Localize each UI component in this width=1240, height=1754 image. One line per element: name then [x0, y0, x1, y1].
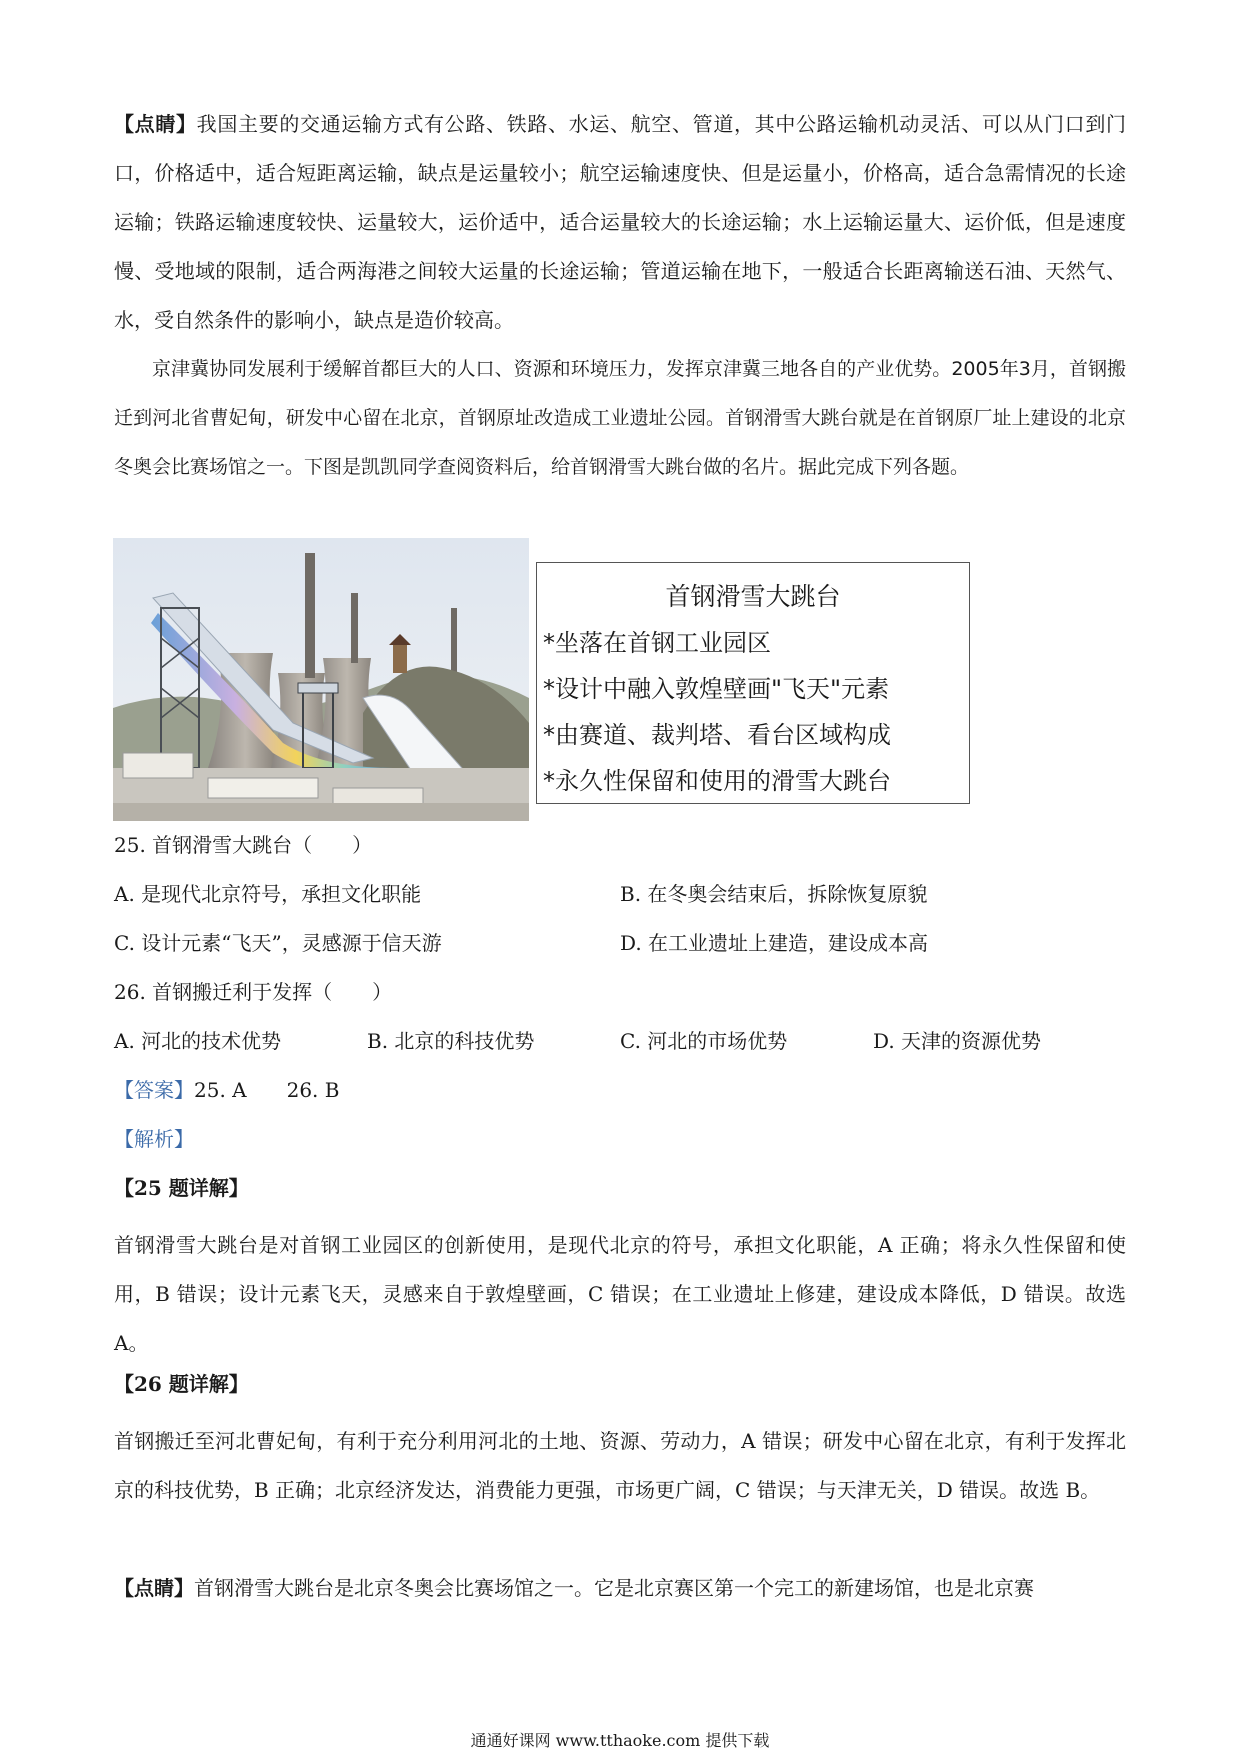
question-25-option-d: D. 在工业遗址上建造，建设成本高 — [620, 931, 929, 955]
analysis-label: 【解析】 — [114, 1127, 194, 1151]
answer-label: 【答案】 — [114, 1078, 194, 1102]
question-26-option-a: A. 河北的技术优势 — [114, 1029, 282, 1053]
tip-text: 我国主要的交通运输方式有公路、铁路、水运、航空、管道，其中公路运输机动灵活、可以从门口到门口，价格适中，适合短距离运输，缺点是运量较小；航空运输速度快、但是运量小，价格高，适合急需情况的长途运输；铁路运输速度较快、运量较大，运价适中，适合运量较大的长途运输；水上运输运量大、运价低，但是速度慢、受地域的限制，适合两海港之间较大运量的长途运输；管道运输在地下，一般适合长距离输送石油、天然气、水，受自然条件的影响小，缺点是造价较高。 — [114, 112, 1127, 332]
intro-paragraph: 京津冀协同发展利于缓解首都巨大的人口、资源和环境压力，发挥京津冀三地各自的产业优势。2005年3月，首钢搬迁到河北省曹妃甸，研发中心留在北京，首钢原址改造成工业遗址公园。首钢滑雪大跳台就是在首钢原厂址上建设的北京冬奥会比赛场馆之一。下图是凯凯同学查阅资料后，给首钢滑雪大跳台做的名片。据此完成下列各题。 — [114, 358, 1126, 478]
card-item-structure: *由赛道、裁判塔、看台区域构成 — [543, 721, 891, 749]
tip-2-label: 【点睛】 — [114, 1576, 194, 1600]
ski-jump-photo — [113, 538, 529, 821]
venue-name-card — [536, 562, 970, 804]
question-25-option-c: C. 设计元素“飞天”，灵感源于信天游 — [114, 931, 442, 955]
answer-text: 25. A 26. B — [194, 1078, 340, 1102]
card-item-location: *坐落在首钢工业园区 — [543, 629, 771, 657]
card-item-design: *设计中融入敦煌壁画"飞天"元素 — [543, 675, 890, 703]
question-25-option-a: A. 是现代北京符号，承担文化职能 — [114, 882, 422, 906]
card-item-permanent: *永久性保留和使用的滑雪大跳台 — [543, 767, 891, 795]
answer-line — [114, 1074, 339, 1103]
detail-25-heading: 【25 题详解】 — [114, 1176, 249, 1200]
page-footer: 通通好课网 www.tthaoke.com 提供下载 — [470, 1731, 770, 1750]
question-25-stem: 25. 首钢滑雪大跳台（ ） — [114, 833, 373, 857]
tip-paragraph-transport — [114, 100, 1126, 345]
tip-2-text: 首钢滑雪大跳台是北京冬奥会比赛场馆之一。它是北京赛区第一个完工的新建场馆，也是北京赛 — [194, 1576, 1034, 1600]
detail-26-heading: 【26 题详解】 — [114, 1372, 249, 1396]
tip-paragraph-venue — [114, 1564, 1126, 1613]
question-26-option-c: C. 河北的市场优势 — [620, 1029, 788, 1053]
card-title: 首钢滑雪大跳台 — [665, 582, 841, 611]
question-25-option-b: B. 在冬奥会结束后，拆除恢复原貌 — [620, 882, 928, 906]
detail-25-text: 首钢滑雪大跳台是对首钢工业园区的创新使用，是现代北京的符号，承担文化职能，A 正确；将永久性保留和使用，B 错误；设计元素飞天，灵感来自于敦煌壁画，C 错误；在工业遗址上修建，建设成本降低，D 错误。故选 A。 — [114, 1233, 1126, 1355]
question-26-option-d: D. 天津的资源优势 — [873, 1029, 1042, 1053]
detail-26-text: 首钢搬迁至河北曹妃甸，有利于充分利用河北的土地、资源、劳动力，A 错误；研发中心留在北京，有利于发挥北京的科技优势，B 正确；北京经济发达，消费能力更强，市场更广阔，C 错误；与天津无关，D 错误。故选 B。 — [114, 1429, 1126, 1502]
question-26-option-b: B. 北京的科技优势 — [367, 1029, 535, 1053]
ski-jump-photo-illustration — [113, 538, 529, 821]
question-26-stem: 26. 首钢搬迁利于发挥（ ） — [114, 980, 393, 1004]
tip-label: 【点睛】 — [114, 112, 197, 136]
